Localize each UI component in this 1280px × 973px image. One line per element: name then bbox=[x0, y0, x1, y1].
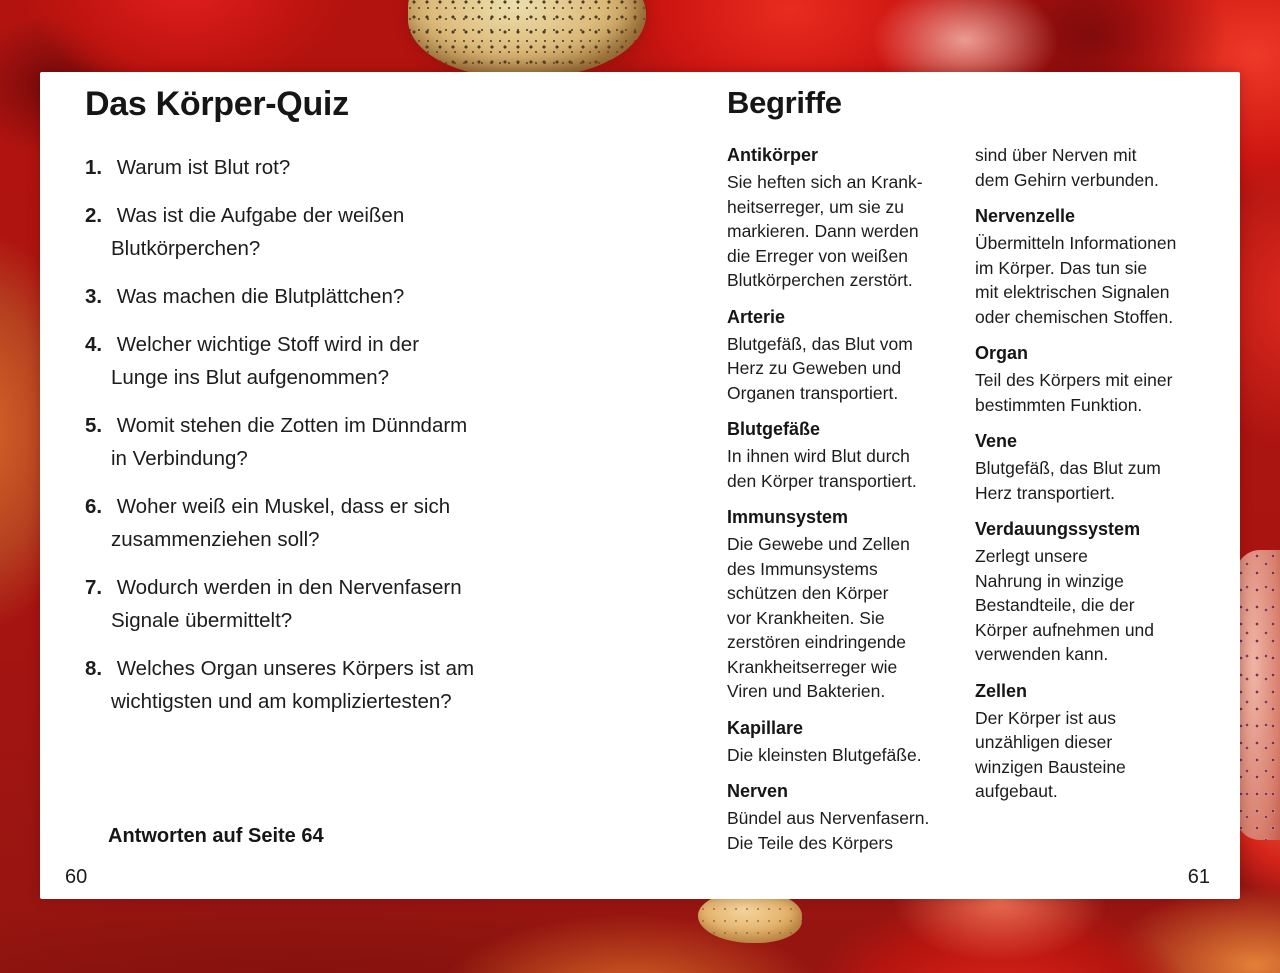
glossary-entry-continuation bbox=[975, 143, 1215, 192]
question-number: 8. bbox=[85, 656, 103, 680]
question-text: Womit stehen die Zotten im Dünndarm in Verbindung? bbox=[111, 413, 468, 470]
question-number: 3. bbox=[85, 284, 103, 308]
glossary-definition: Übermitteln Informationen im Körper. Das tun sie mit elektrischen Signalen oder chemischen Stoffen. bbox=[975, 233, 1177, 327]
glossary-term: Arterie bbox=[727, 306, 786, 327]
glossary-term: Antikörper bbox=[727, 145, 819, 166]
glossary-term: Nerven bbox=[727, 781, 789, 802]
glossary-columns bbox=[727, 143, 1242, 855]
question-number: 5. bbox=[85, 413, 103, 437]
glossary-term: Verdauungssystem bbox=[975, 519, 1141, 540]
book-spread bbox=[40, 72, 1240, 899]
glossary-definition: Der Körper ist aus unzähligen dieser winzigen Bausteine aufgebaut. bbox=[975, 707, 1126, 802]
answers-note: Antworten auf Seite 64 bbox=[108, 825, 324, 847]
quiz-question-list bbox=[85, 151, 555, 718]
question-text: Was machen die Blutplättchen? bbox=[116, 284, 405, 308]
quiz-page bbox=[85, 84, 555, 733]
page-number-right: 61 bbox=[1187, 866, 1210, 888]
glossary-entry bbox=[975, 341, 1215, 417]
glossary-entry bbox=[727, 779, 949, 855]
glossary-definition: In ihnen wird Blut durch den Körper transportiert. bbox=[727, 446, 917, 491]
glossary-entry bbox=[727, 143, 949, 293]
glossary-entry bbox=[727, 417, 949, 493]
glossary-entry bbox=[975, 517, 1215, 667]
question-text: Welches Organ unseres Körpers ist am wichtigsten und am kompliziertesten? bbox=[111, 656, 475, 713]
glossary-entry bbox=[975, 679, 1215, 804]
quiz-question bbox=[85, 652, 555, 718]
glossary-page bbox=[727, 84, 1242, 855]
glossary-entry bbox=[727, 505, 949, 704]
glossary-term: Zellen bbox=[975, 680, 1028, 701]
glossary-term: Kapillare bbox=[727, 717, 804, 738]
question-text: Woher weiß ein Muskel, dass er sich zusammenziehen soll? bbox=[111, 494, 451, 551]
glossary-definition: sind über Nerven mit dem Gehirn verbunden. bbox=[975, 145, 1159, 190]
quiz-question bbox=[85, 571, 555, 637]
page-title: Das Körper-Quiz bbox=[85, 85, 349, 123]
glossary-definition: Bündel aus Nervenfasern. Die Teile des Körpers bbox=[727, 808, 930, 853]
glossary-entry bbox=[975, 204, 1215, 329]
glossary-definition: Die Gewebe und Zellen des Immunsystems schützen den Körper vor Krankheiten. Sie zerstören eindringende Krankheitserreger wie Viren und Bakterien. bbox=[727, 534, 910, 702]
glossary-definition: Zerlegt unsere Nahrung in winzige Bestandteile, die der Körper aufnehmen und verwenden kann. bbox=[975, 546, 1155, 665]
glossary-column-1 bbox=[727, 143, 949, 855]
quiz-question bbox=[85, 409, 555, 475]
quiz-question bbox=[85, 490, 555, 556]
glossary-term: Organ bbox=[975, 343, 1029, 364]
page-number-left: 60 bbox=[65, 866, 88, 888]
quiz-question bbox=[85, 328, 555, 394]
question-text: Warum ist Blut rot? bbox=[116, 155, 291, 179]
question-text: Wodurch werden in den Nervenfasern Signale übermittelt? bbox=[111, 575, 462, 632]
glossary-entry bbox=[727, 716, 949, 768]
quiz-question bbox=[85, 280, 555, 313]
glossary-definition: Die kleinsten Blutgefäße. bbox=[727, 744, 922, 765]
glossary-definition: Sie heften sich an Krank- heitserreger, um sie zu markieren. Dann werden die Erreger von weißen Blutkörperchen zerstört. bbox=[727, 172, 923, 291]
glossary-term: Immunsystem bbox=[727, 507, 849, 528]
glossary-term: Blutgefäße bbox=[727, 419, 821, 440]
glossary-term: Vene bbox=[975, 431, 1018, 452]
glossary-definition: Teil des Körpers mit einer bestimmten Funktion. bbox=[975, 370, 1173, 415]
question-number: 1. bbox=[85, 155, 103, 179]
glossary-entry bbox=[727, 305, 949, 406]
question-number: 6. bbox=[85, 494, 103, 518]
platelet-cluster-image bbox=[1236, 550, 1280, 840]
glossary-entry bbox=[975, 429, 1215, 505]
glossary-column-2 bbox=[975, 143, 1215, 855]
page-title: Begriffe bbox=[727, 85, 842, 120]
question-number: 4. bbox=[85, 332, 103, 356]
quiz-question bbox=[85, 151, 555, 184]
glossary-definition: Blutgefäß, das Blut zum Herz transportiert. bbox=[975, 458, 1161, 503]
question-number: 2. bbox=[85, 203, 103, 227]
quiz-question bbox=[85, 199, 555, 265]
question-text: Was ist die Aufgabe der weißen Blutkörperchen? bbox=[111, 203, 405, 260]
question-text: Welcher wichtige Stoff wird in der Lunge ins Blut aufgenommen? bbox=[111, 332, 420, 389]
question-number: 7. bbox=[85, 575, 103, 599]
glossary-term: Nervenzelle bbox=[975, 206, 1076, 227]
glossary-definition: Blutgefäß, das Blut vom Herz zu Geweben und Organen transportiert. bbox=[727, 333, 913, 403]
